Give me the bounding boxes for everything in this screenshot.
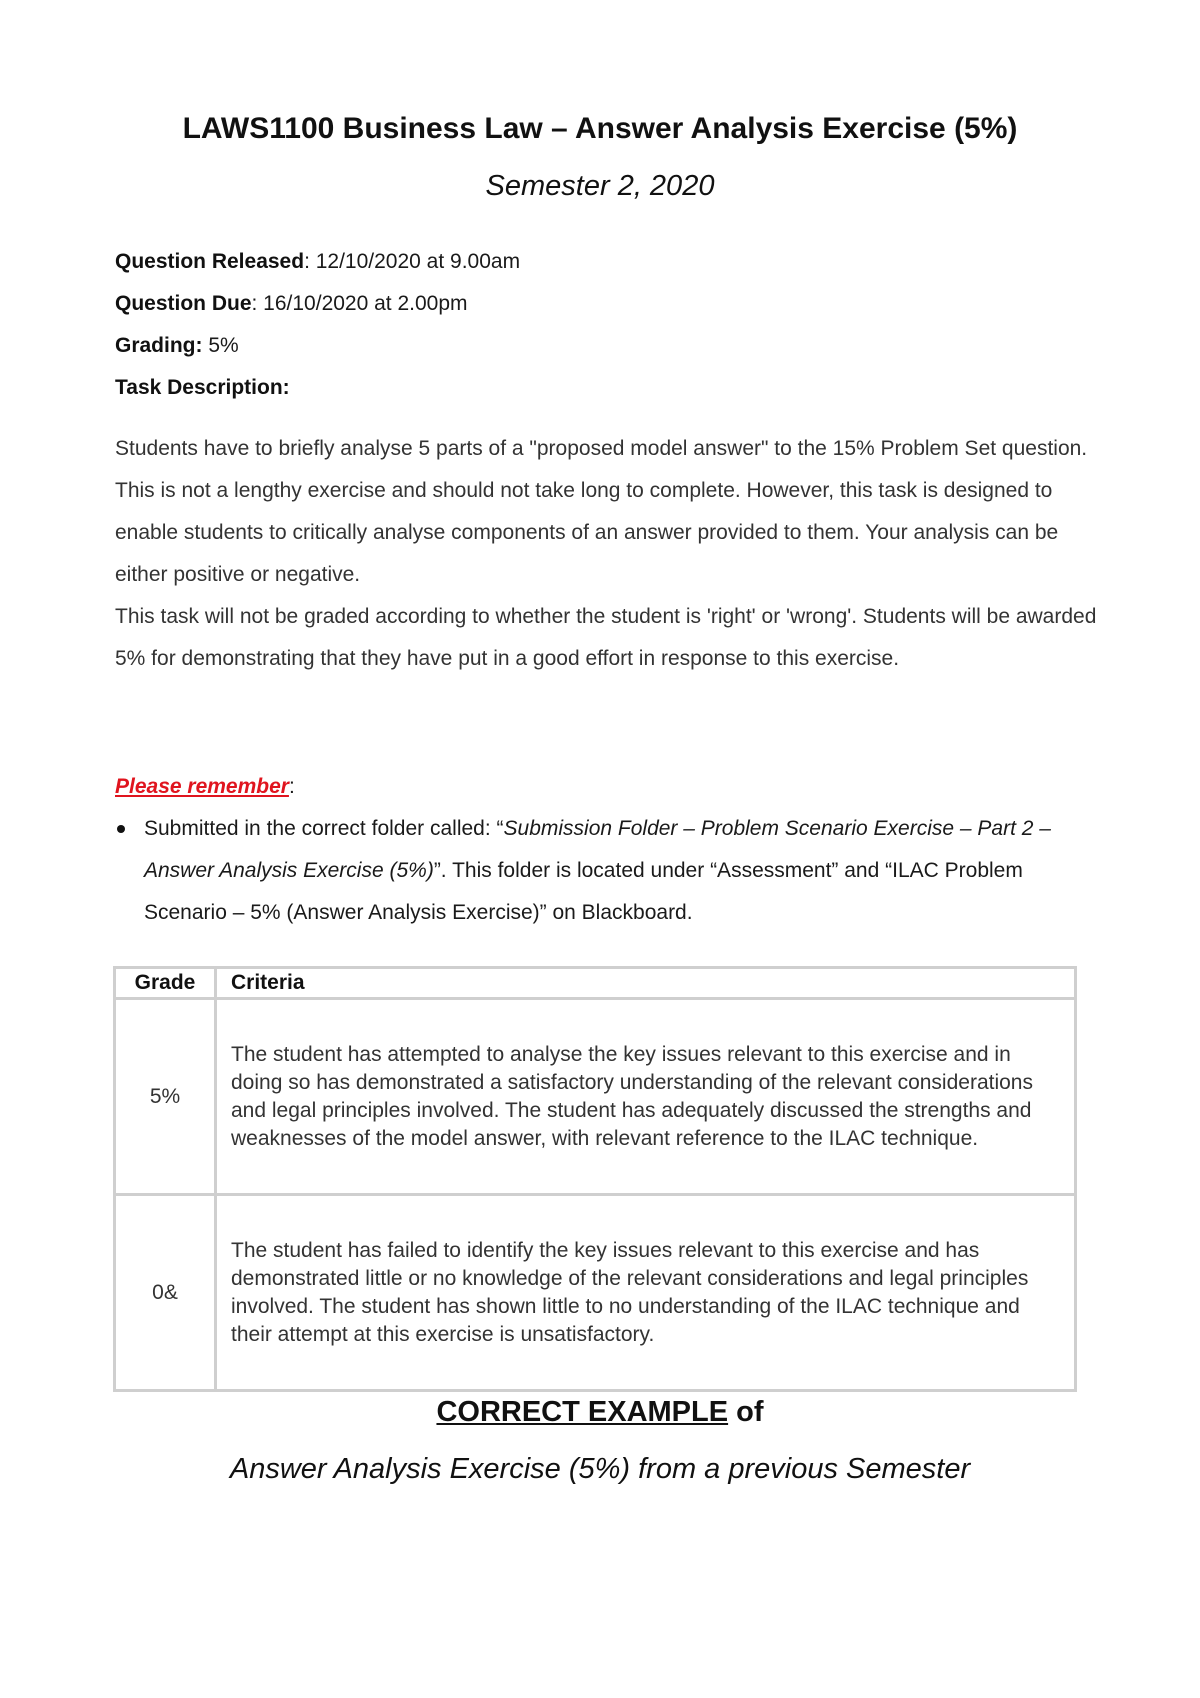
grading-value: 5% bbox=[202, 334, 239, 357]
task-label: Task Description: bbox=[115, 376, 290, 399]
table-row bbox=[115, 1195, 1076, 1391]
reminder-colon: : bbox=[288, 775, 295, 798]
due-label: Question Due bbox=[115, 292, 252, 315]
bullet-suffix: ”. This folder is located under “Assessment” and “ILAC Problem Scenario – 5% (Answer Analysis Exercise)” on Blackboard. bbox=[144, 859, 1023, 924]
criteria-cell: The student has attempted to analyse the key issues relevant to this exercise and in doing so has demonstrated a satisfactory understanding of the relevant considerations and legal principles involved. The student has adequately discussed the strengths and weaknesses of the model answer, with relevant reference to the ILAC technique. bbox=[216, 999, 1076, 1195]
submission-folder-name: Submission Folder – Problem Scenario Exercise – Part 2 – Answer Analysis Exercise (5%) bbox=[144, 817, 1051, 882]
description-paragraph-2: This task will not be graded according to whether the student is 'right' or 'wrong'. Students will be awarded 5% for demonstrating that they have put in a good effort in response to this exercise. bbox=[115, 605, 1097, 670]
correct-example-heading bbox=[0, 1396, 1200, 1429]
correct-example-subheading: Answer Analysis Exercise (5%) from a previous Semester bbox=[229, 1453, 971, 1485]
reminder-heading bbox=[115, 766, 295, 808]
question-released bbox=[115, 241, 1105, 283]
correct-example-of: of bbox=[728, 1396, 764, 1428]
grading-rubric-table bbox=[113, 966, 1077, 1392]
released-label: Question Released bbox=[115, 250, 305, 273]
reminder-bullet-text bbox=[144, 808, 1104, 934]
grade-cell: 0& bbox=[115, 1195, 216, 1391]
header-criteria: Criteria bbox=[216, 968, 1076, 999]
criteria-cell: The student has failed to identify the key issues relevant to this exercise and has demonstrated little or no knowledge of the relevant considerations and legal principles involved. The student has shown little to no understanding of the ILAC technique and their attempt at this exercise is unsatisfactory. bbox=[216, 1195, 1076, 1391]
table-row bbox=[115, 999, 1076, 1195]
bullet-prefix: Submitted in the correct folder called: “ bbox=[144, 817, 504, 840]
document-title: LAWS1100 Business Law – Answer Analysis Exercise (5%) bbox=[182, 112, 1018, 145]
header-grade: Grade bbox=[115, 968, 216, 999]
question-due bbox=[115, 283, 1105, 325]
bullet-dot-icon bbox=[117, 825, 125, 833]
grade-cell: 5% bbox=[115, 999, 216, 1195]
description-paragraph-1: Students have to briefly analyse 5 parts of a "proposed model answer" to the 15% Problem Set question. This is not a lengthy exercise and should not take long to complete. However, this task is designed to enable students to critically analyse components of an answer provided to them. Your analysis can be either positive or negative. bbox=[115, 437, 1088, 586]
due-value: : 16/10/2020 at 2.00pm bbox=[251, 292, 468, 315]
table-header-row bbox=[115, 968, 1076, 999]
grading bbox=[115, 325, 1105, 367]
task-description bbox=[115, 428, 1115, 680]
please-remember-label: Please remember bbox=[115, 775, 289, 798]
grading-label: Grading: bbox=[115, 334, 203, 357]
task-description-heading bbox=[115, 367, 1105, 409]
correct-example-underlined: CORRECT EXAMPLE bbox=[436, 1396, 729, 1428]
document-subtitle: Semester 2, 2020 bbox=[485, 170, 715, 202]
released-value: : 12/10/2020 at 9.00am bbox=[304, 250, 521, 273]
